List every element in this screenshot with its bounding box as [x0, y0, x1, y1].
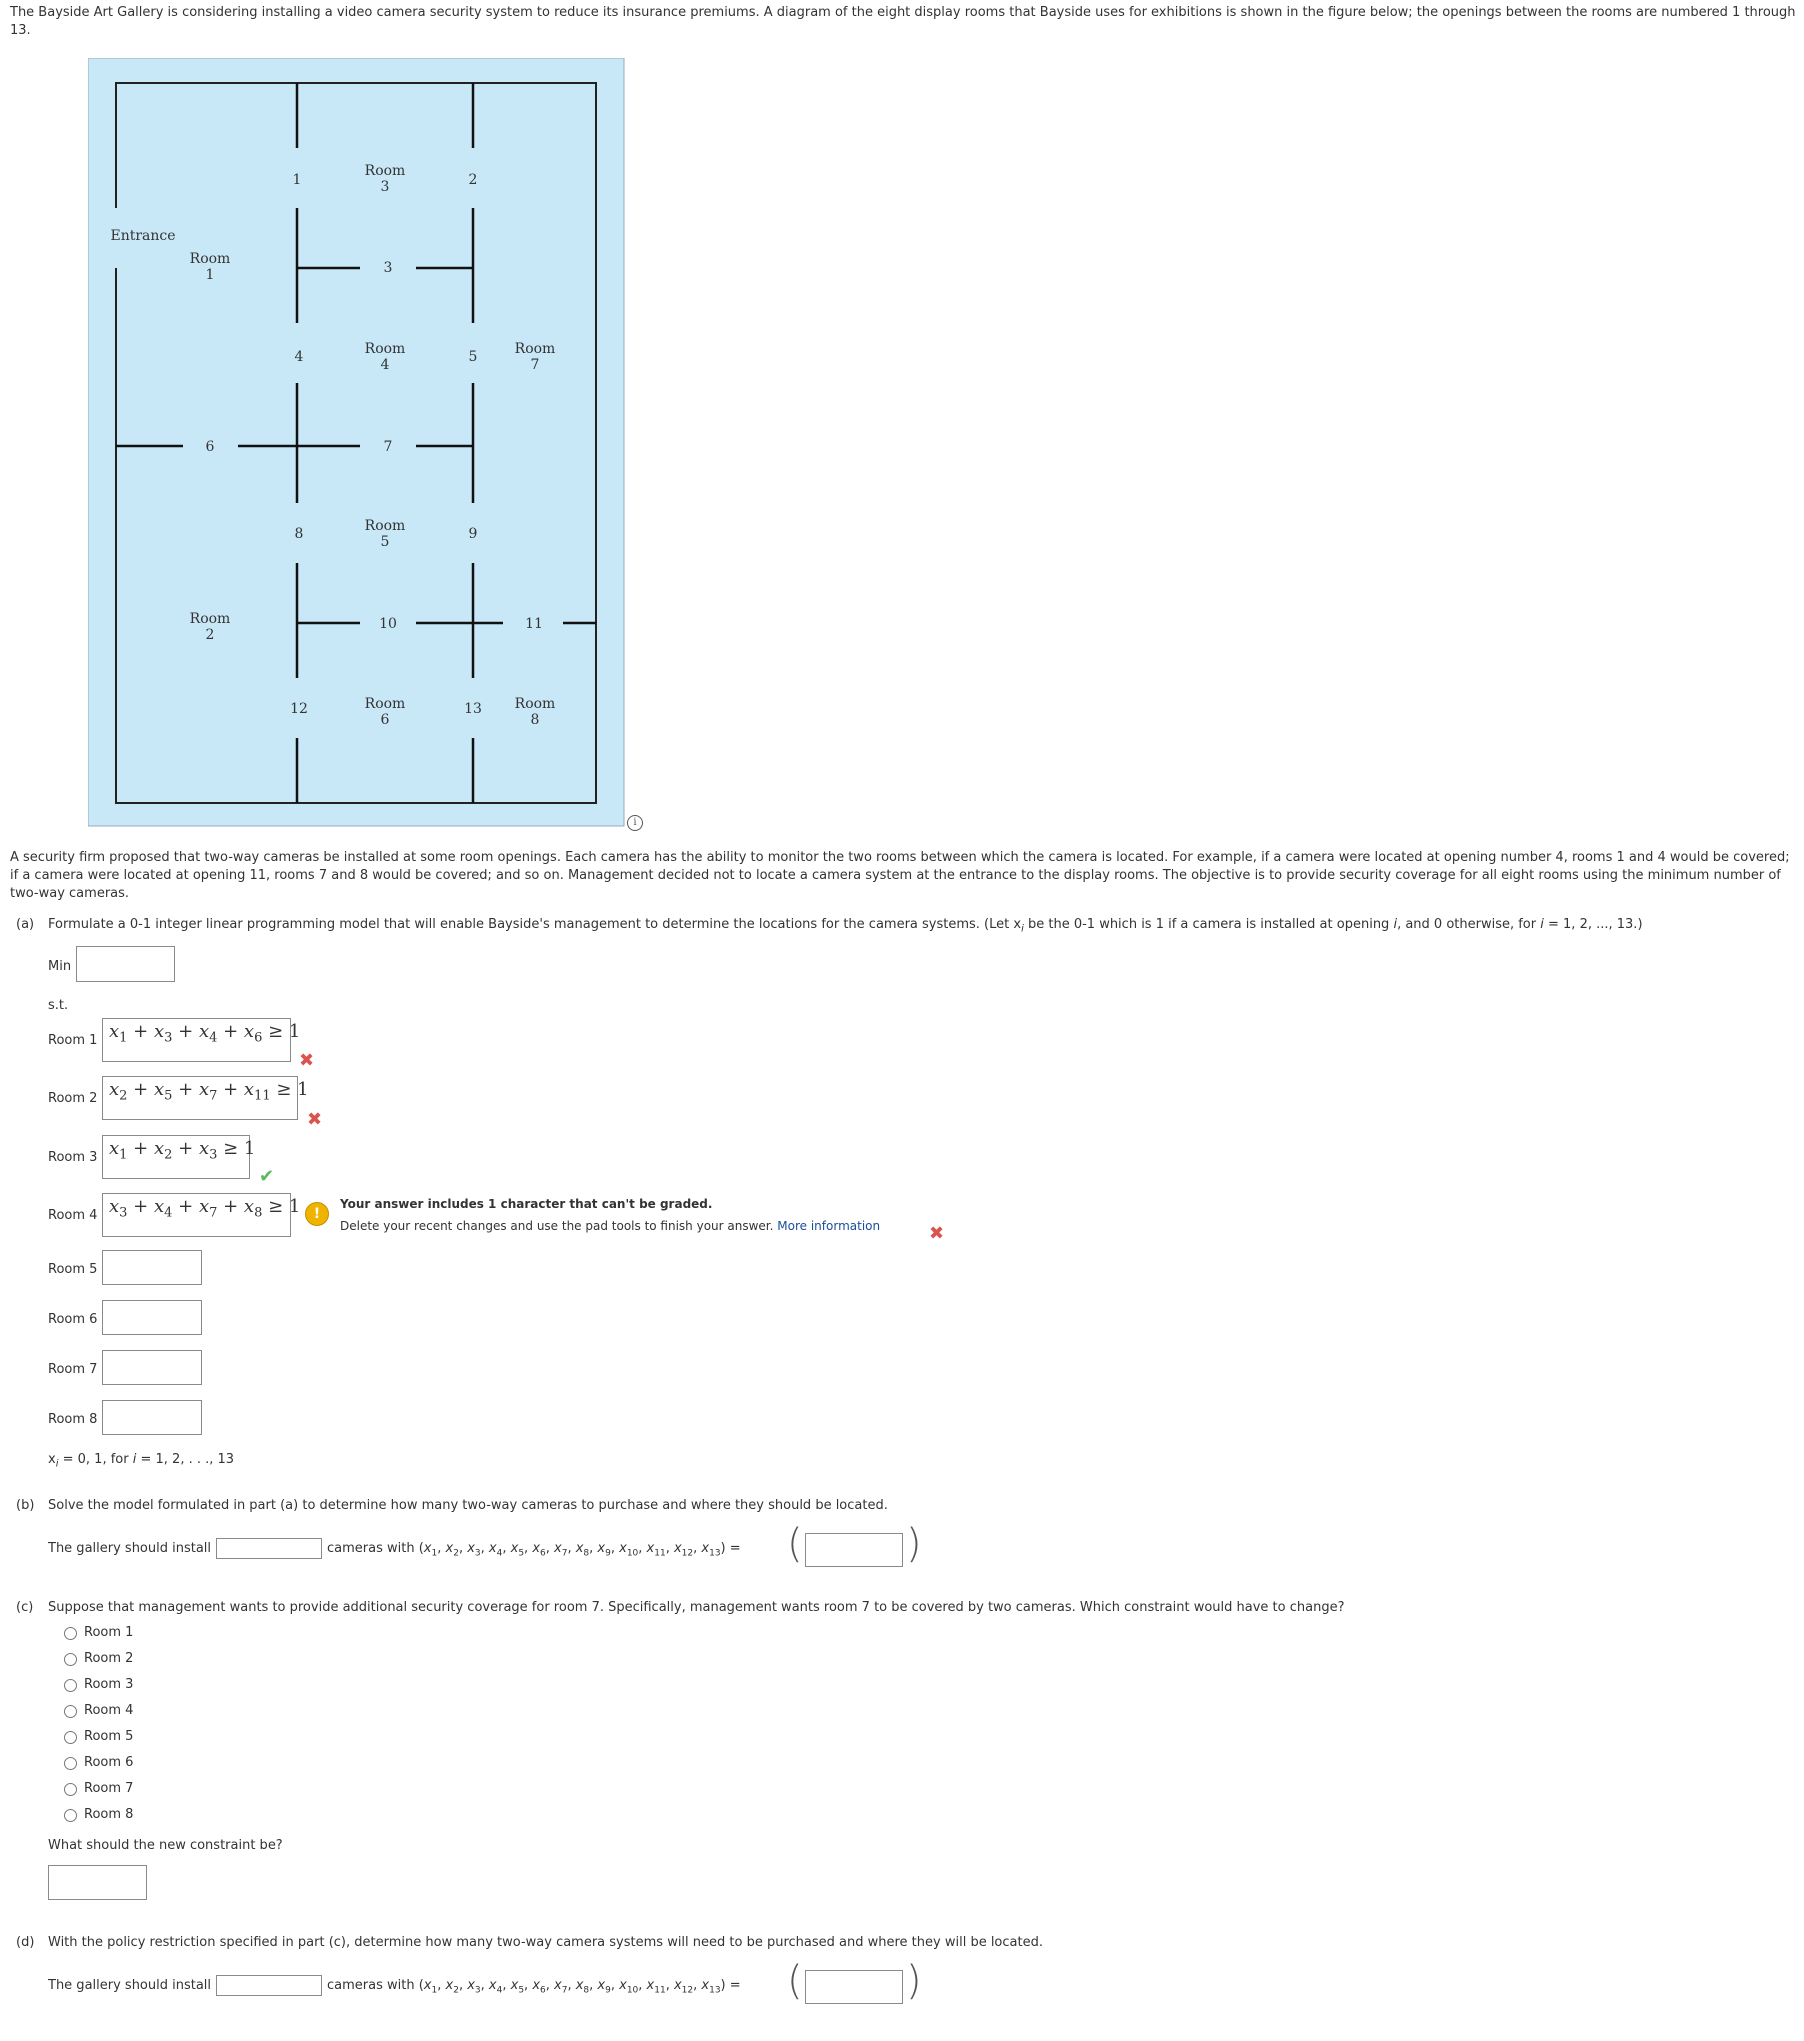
- room-2-num: 2: [205, 627, 215, 643]
- option-room-1-label: Room 1: [84, 1625, 134, 1640]
- incorrect-icon: ✖: [307, 1109, 323, 1130]
- more-information-link[interactable]: More information: [777, 1219, 881, 1233]
- room-1-word: Room: [189, 251, 231, 267]
- constraint-room-3-input[interactable]: $x_1 + x_2 + x_3 \ge 1$: [102, 1135, 250, 1179]
- room-4-word: Room: [364, 341, 406, 357]
- room-3-word: Room: [364, 163, 406, 179]
- part-d-camera-count-input[interactable]: [216, 1975, 322, 1996]
- constraint-room-5-input[interactable]: [102, 1250, 202, 1285]
- floor-plan-diagram: [88, 58, 628, 828]
- constraint-room-2-input[interactable]: $x_2 + x_5 + x_7 + x_{11} \ge 1$: [102, 1076, 298, 1120]
- part-c-question: Suppose that management wants to provide additional security coverage for room 7. Specifically, management wants room 7 to be covered by two cameras. Which constraint would have to change?: [48, 1600, 1345, 1615]
- part-d-question: With the policy restriction specified in part (c), determine how many two-way camera systems will need to be purchased and where they will be located.: [48, 1935, 1043, 1950]
- radio-room-2[interactable]: [64, 1653, 77, 1666]
- min-label: Min: [48, 959, 72, 974]
- opening-10: 10: [379, 616, 397, 632]
- constraint-room-3-label: Room 3: [48, 1150, 98, 1165]
- part-d-install-label: The gallery should install: [48, 1978, 212, 1993]
- radio-room-5[interactable]: [64, 1731, 77, 1744]
- warning-title: Your answer includes 1 character that can't be graded.: [340, 1197, 713, 1211]
- part-a-marker: (a): [16, 917, 35, 932]
- room-8-num: 8: [530, 712, 540, 728]
- option-room-7-label: Room 7: [84, 1781, 134, 1796]
- radio-room-4[interactable]: [64, 1705, 77, 1718]
- room-5-num: 5: [380, 534, 390, 550]
- opening-3: 3: [383, 260, 393, 276]
- new-constraint-input[interactable]: [48, 1865, 147, 1900]
- room-6-num: 6: [380, 712, 390, 728]
- opening-12: 12: [290, 701, 308, 717]
- opening-1: 1: [292, 172, 302, 188]
- room-4-num: 4: [380, 357, 390, 373]
- radio-room-7[interactable]: [64, 1783, 77, 1796]
- option-room-3-label: Room 3: [84, 1677, 134, 1692]
- part-b-variables: cameras with ($x_1$, $x_2$, $x_3$, $x_4$, $x_5$, $x_6$, $x_7$, $x_8$, $x_9$, $x_{10}$, $x_{11}$, $x_{12}$, $x_{13}$) =: [327, 1541, 741, 1559]
- option-room-5-label: Room 5: [84, 1729, 134, 1744]
- part-b-install-label: The gallery should install: [48, 1541, 212, 1556]
- domain-constraint: $x_i = 0$, 1, for i = 1, 2, . . ., 13: [48, 1452, 235, 1470]
- part-d-variables: cameras with ($x_1$, $x_2$, $x_3$, $x_4$, $x_5$, $x_6$, $x_7$, $x_8$, $x_9$, $x_{10}$, $x_{11}$, $x_{12}$, $x_{13}$) =: [327, 1978, 741, 1996]
- constraint-room-1-label: Room 1: [48, 1033, 98, 1048]
- opening-2: 2: [468, 172, 478, 188]
- opening-7: 7: [383, 439, 393, 455]
- room-7-num: 7: [530, 357, 540, 373]
- opening-5: 5: [468, 349, 478, 365]
- part-c-marker: (c): [16, 1600, 34, 1615]
- part-d-solution-input[interactable]: [805, 1970, 903, 2004]
- option-room-4-label: Room 4: [84, 1703, 134, 1718]
- constraint-room-2-label: Room 2: [48, 1091, 98, 1106]
- radio-room-1[interactable]: [64, 1627, 77, 1640]
- room-5-word: Room: [364, 518, 406, 534]
- option-room-2-label: Room 2: [84, 1651, 134, 1666]
- room-8-word: Room: [514, 696, 556, 712]
- radio-room-6[interactable]: [64, 1757, 77, 1770]
- opening-8: 8: [294, 526, 304, 542]
- constraint-room-6-input[interactable]: [102, 1300, 202, 1335]
- part-b-marker: (b): [16, 1498, 35, 1513]
- objective-input[interactable]: [76, 946, 175, 982]
- constraint-room-1-input[interactable]: $x_1 + x_3 + x_4 + x_6 \ge 1$: [102, 1018, 291, 1062]
- left-paren: (: [787, 1521, 803, 1567]
- room-1-num: 1: [205, 267, 215, 283]
- right-paren: ): [906, 1958, 922, 2004]
- problem-paragraph: A security firm proposed that two-way cameras be installed at some room openings. Each camera has the ability to monitor the two rooms between which the camera is located. For example, if a camera were located at opening number 4, rooms 1 and 4 would be covered; if a camera were located at opening 11, rooms 7 and 8 would be covered; and so on. Management decided not to locate a camera system at the entrance to the display rooms. The objective is to provide security coverage for all eight rooms using the minimum number of two-way cameras.: [10, 850, 1790, 901]
- room-2-word: Room: [189, 611, 231, 627]
- opening-11: 11: [525, 616, 543, 632]
- correct-check-icon: ✔: [259, 1166, 275, 1187]
- constraint-room-5-label: Room 5: [48, 1262, 98, 1277]
- part-a-question: Formulate a 0-1 integer linear programming model that will enable Bayside's management to determine the locations for the camera systems. (Let $x_i$ be the 0-1 which is 1 if a camera is installed at opening i, and 0 otherwise, for i = 1, 2, ..., 13.): [48, 917, 1643, 935]
- incorrect-icon: ✖: [299, 1050, 315, 1071]
- opening-13: 13: [464, 701, 482, 717]
- new-constraint-question: What should the new constraint be?: [48, 1838, 283, 1853]
- warning-body: Delete your recent changes and use the pad tools to finish your answer. More information: [340, 1219, 881, 1233]
- radio-room-3[interactable]: [64, 1679, 77, 1692]
- opening-6: 6: [205, 439, 215, 455]
- constraint-room-4-input[interactable]: $x_3 + x_4 + x_7 + x_8 \ge 1$: [102, 1193, 291, 1237]
- part-b-question: Solve the model formulated in part (a) to determine how many two-way cameras to purchase and where they should be located.: [48, 1498, 888, 1513]
- incorrect-icon: ✖: [929, 1223, 945, 1244]
- opening-9: 9: [468, 526, 478, 542]
- opening-4: 4: [294, 349, 304, 365]
- option-room-8-label: Room 8: [84, 1807, 134, 1822]
- room-7-word: Room: [514, 341, 556, 357]
- warning-icon: !: [305, 1202, 329, 1226]
- left-paren: (: [787, 1958, 803, 2004]
- room-6-word: Room: [364, 696, 406, 712]
- constraint-room-8-input[interactable]: [102, 1400, 202, 1435]
- option-room-6-label: Room 6: [84, 1755, 134, 1770]
- constraint-room-7-label: Room 7: [48, 1362, 98, 1377]
- st-label: s.t.: [48, 998, 69, 1013]
- right-paren: ): [906, 1521, 922, 1567]
- radio-room-8[interactable]: [64, 1809, 77, 1822]
- intro-text: The Bayside Art Gallery is considering installing a video camera security system to reduce its insurance premiums. A diagram of the eight display rooms that Bayside uses for exhibitions is shown in the figure below; the openings between the rooms are numbered 1 through 13.: [10, 5, 1796, 38]
- info-icon[interactable]: i: [627, 815, 643, 831]
- constraint-room-6-label: Room 6: [48, 1312, 98, 1327]
- constraint-room-7-input[interactable]: [102, 1350, 202, 1385]
- entrance-label: Entrance: [110, 228, 176, 244]
- constraint-room-4-label: Room 4: [48, 1208, 98, 1223]
- room-3-num: 3: [380, 179, 390, 195]
- part-b-camera-count-input[interactable]: [216, 1538, 322, 1559]
- part-b-solution-input[interactable]: [805, 1533, 903, 1567]
- constraint-room-8-label: Room 8: [48, 1412, 98, 1427]
- part-d-marker: (d): [16, 1935, 35, 1950]
